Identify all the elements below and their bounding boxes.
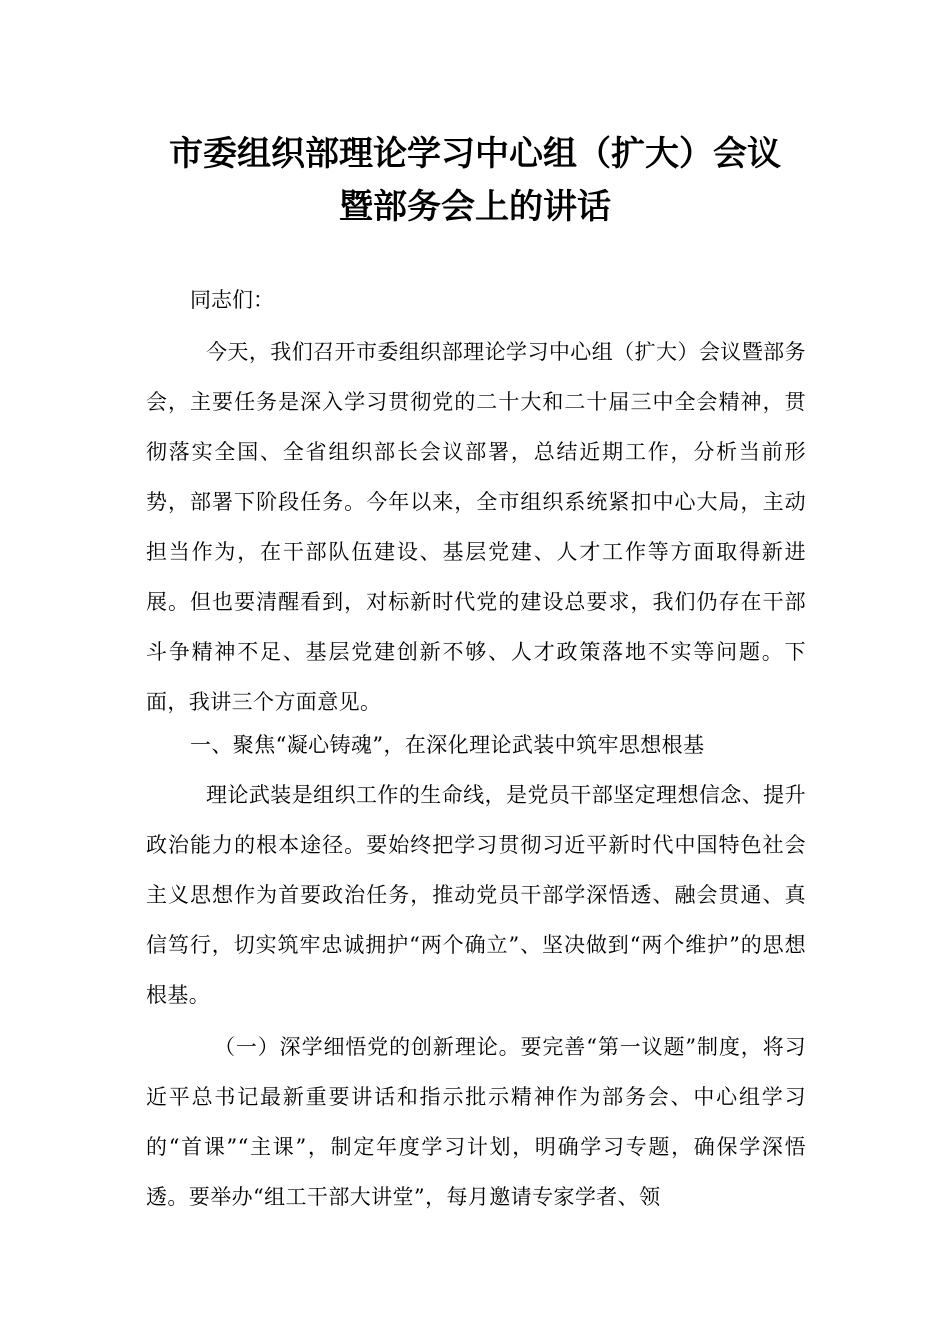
paragraph-section-1: 理论武装是组织工作的生命线，是党员干部坚定理想信念、提升政治能力的根本途径。要始终把学习贯彻习近平新时代中国特色社会主义思想作为首要政治任务，推动党员干部学深悟透、融会贯通、真信笃行，切实筑牢忠诚拥护“两个确立”、坚决做到“两个维护”的思想根基。 — [146, 783, 806, 1007]
paragraph-intro: 今天，我们召开市委组织部理论学习中心组（扩大）会议暨部务会，主要任务是深入学习贯彻党的二十大和二十届三中全会精神，贯彻落实全国、全省组织部长会议部署，总结近期工作，分析当前形势，部署下阶段任务。今年以来，全市组织系统紧扣中心大局，主动担当作为，在干部队伍建设、基层党建、人才工作等方面取得新进展。但也要清醒看到，对标新时代党的建设总要求，我们仍存在干部斗争精神不足、基层党建创新不够、人才政策落地不实等问题。下面，我讲三个方面意见。 — [146, 340, 806, 714]
paragraph-subsection-1: （一）深学细悟党的创新理论。要完善“第一议题”制度，将习近平总书记最新重要讲话和指示批示精神作为部务会、中心组学习的“首课”“主课”，制定年度学习计划，明确学习专题，确保学深悟透。要举办“组工干部大讲堂”，每月邀请专家学者、领 — [146, 1035, 806, 1209]
section-heading-1: 一、聚焦“凝心铸魂”，在深化理论武装中筑牢思想根基 — [190, 733, 705, 757]
document-title-line-2: 暨部务会上的讲话 — [339, 187, 611, 227]
document-title-line-1: 市委组织部理论学习中心组（扩大）会议 — [169, 134, 781, 174]
salutation: 同志们： — [190, 288, 274, 312]
